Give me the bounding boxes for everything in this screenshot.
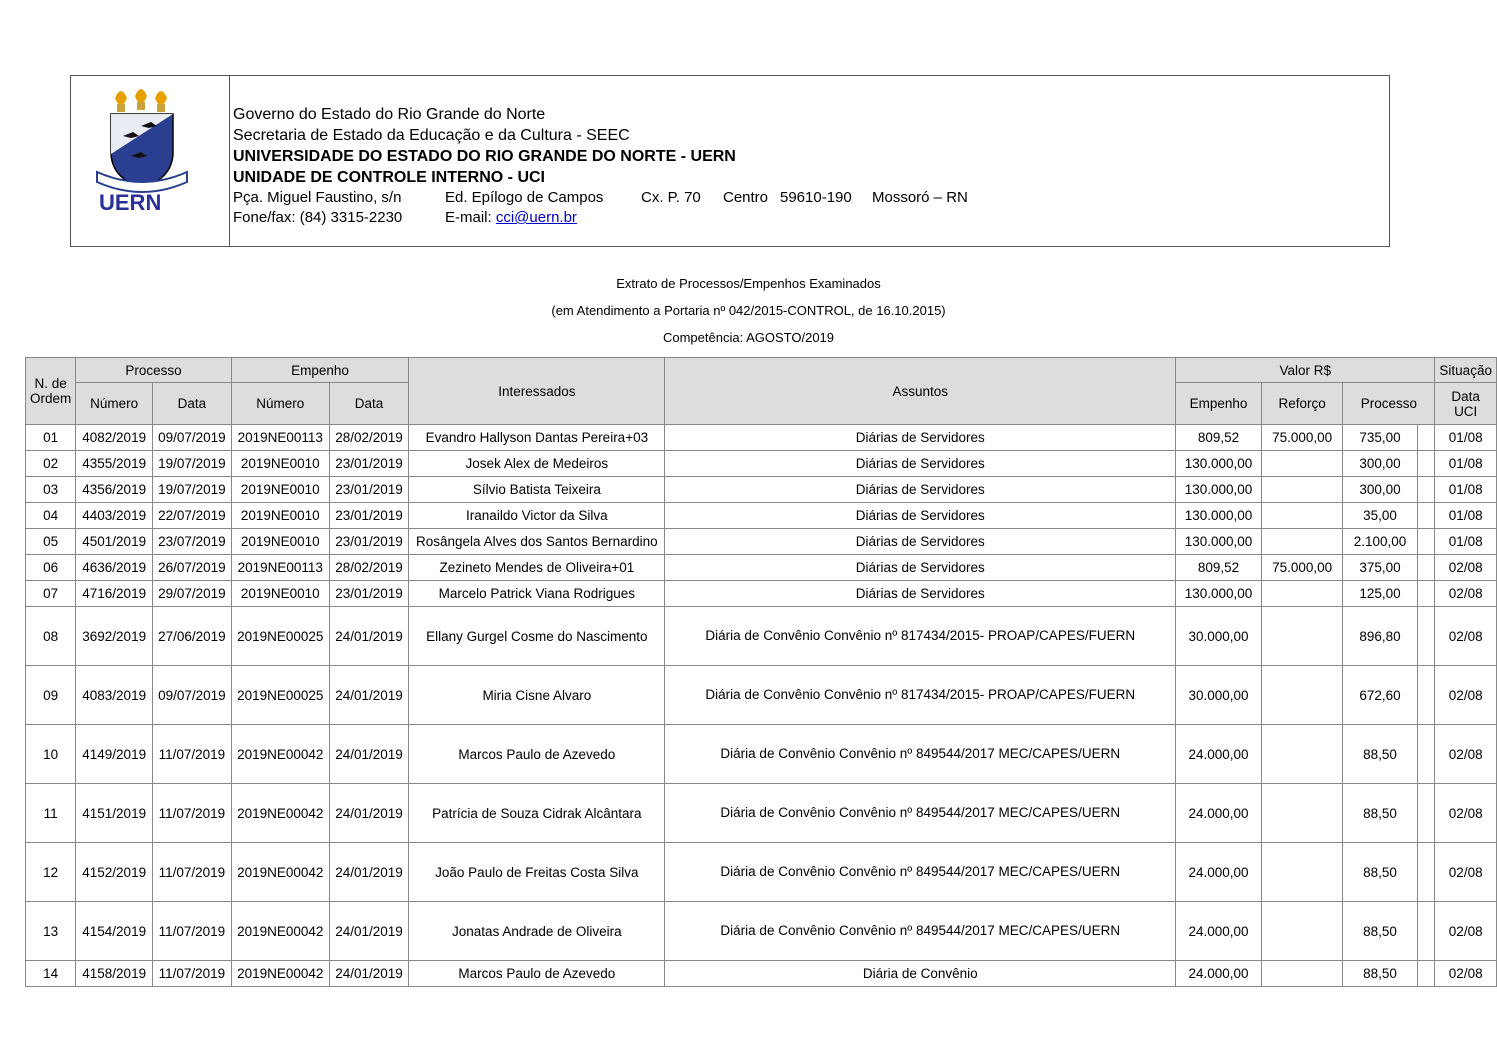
cell-interessados: Evandro Hallyson Dantas Pereira+03 — [409, 425, 665, 451]
process-table — [25, 357, 1497, 987]
cell-empenho-numero: 2019NE0010 — [231, 503, 329, 529]
table-row — [26, 607, 1497, 666]
col-group-valor: Valor R$ — [1176, 358, 1435, 383]
col-valor-processo: Processo — [1343, 383, 1435, 425]
cell-interessados: Rosângela Alves dos Santos Bernardino — [409, 529, 665, 555]
cell-situacao-blank — [1417, 784, 1435, 843]
cell-valor-reforco — [1261, 725, 1342, 784]
cell-situacao-blank — [1417, 725, 1435, 784]
cell-valor-processo: 88,50 — [1343, 725, 1417, 784]
cell-processo-data: 19/07/2019 — [153, 451, 232, 477]
col-processo-numero: Número — [76, 383, 153, 425]
cell-valor-empenho: 30.000,00 — [1176, 666, 1262, 725]
col-group-empenho: Empenho — [231, 358, 409, 383]
document-subtitle: (em Atendimento a Portaria nº 042/2015-CONTROL, de 16.10.2015) — [551, 303, 946, 318]
cell-valor-processo: 896,80 — [1343, 607, 1417, 666]
cell-data-uci: 02/08 — [1435, 784, 1497, 843]
institution-info — [233, 104, 968, 228]
cell-processo-data: 22/07/2019 — [153, 503, 232, 529]
cell-valor-reforco — [1261, 451, 1342, 477]
cell-interessados: Josek Alex de Medeiros — [409, 451, 665, 477]
letterhead — [70, 75, 1390, 247]
competence-line: Competência: AGOSTO/2019 — [662, 330, 835, 345]
cell-ordem: 08 — [26, 607, 76, 666]
cell-ordem: 14 — [26, 961, 76, 987]
cell-processo-numero: 4082/2019 — [76, 425, 153, 451]
government-line: Governo do Estado do Rio Grande do Norte — [233, 106, 546, 123]
cell-valor-empenho: 24.000,00 — [1176, 725, 1262, 784]
cell-valor-reforco — [1261, 902, 1342, 961]
cell-valor-reforco — [1261, 503, 1342, 529]
cell-processo-numero: 4151/2019 — [76, 784, 153, 843]
cell-interessados: João Paulo de Freitas Costa Silva — [409, 843, 665, 902]
cell-processo-data: 11/07/2019 — [153, 961, 232, 987]
cell-data-uci: 02/08 — [1435, 581, 1497, 607]
cell-empenho-numero: 2019NE00042 — [231, 725, 329, 784]
table-row — [26, 725, 1497, 784]
cell-assuntos: Diária de Convênio Convênio nº 849544/2017 MEC/CAPES/UERN — [665, 725, 1176, 784]
table-row — [26, 784, 1497, 843]
unit-line: UNIDADE DE CONTROLE INTERNO - UCI — [233, 169, 545, 186]
table-row — [26, 843, 1497, 902]
cell-empenho-data: 23/01/2019 — [329, 529, 409, 555]
cell-valor-processo: 35,00 — [1343, 503, 1417, 529]
cell-valor-empenho: 130.000,00 — [1176, 477, 1262, 503]
cell-situacao-blank — [1417, 555, 1435, 581]
cell-valor-empenho: 24.000,00 — [1176, 961, 1262, 987]
cell-processo-data: 11/07/2019 — [153, 784, 232, 843]
cell-interessados: Marcelo Patrick Viana Rodrigues — [409, 581, 665, 607]
cell-interessados: Marcos Paulo de Azevedo — [409, 961, 665, 987]
col-group-situacao: Situação — [1435, 358, 1497, 383]
col-empenho-data: Data — [329, 383, 409, 425]
cell-valor-reforco — [1261, 961, 1342, 987]
cell-valor-processo: 672,60 — [1343, 666, 1417, 725]
cell-valor-processo: 2.100,00 — [1343, 529, 1417, 555]
cell-processo-numero: 4356/2019 — [76, 477, 153, 503]
cell-valor-empenho: 130.000,00 — [1176, 581, 1262, 607]
cell-valor-empenho: 809,52 — [1176, 425, 1262, 451]
cell-assuntos: Diárias de Servidores — [665, 555, 1176, 581]
cell-interessados: Zezineto Mendes de Oliveira+01 — [409, 555, 665, 581]
cell-empenho-data: 24/01/2019 — [329, 725, 409, 784]
cell-valor-processo: 735,00 — [1343, 425, 1417, 451]
table-row — [26, 666, 1497, 725]
table-row — [26, 902, 1497, 961]
table-row — [26, 425, 1497, 451]
cell-empenho-numero: 2019NE0010 — [231, 529, 329, 555]
street: Pça. Miguel Faustino, s/n — [233, 189, 402, 206]
cell-ordem: 07 — [26, 581, 76, 607]
cell-empenho-data: 24/01/2019 — [329, 607, 409, 666]
cell-assuntos: Diária de Convênio Convênio nº 849544/2017 MEC/CAPES/UERN — [665, 902, 1176, 961]
cell-situacao-blank — [1417, 961, 1435, 987]
cell-ordem: 10 — [26, 725, 76, 784]
cell-interessados: Marcos Paulo de Azevedo — [409, 725, 665, 784]
cell-assuntos: Diárias de Servidores — [665, 425, 1176, 451]
cell-processo-data: 09/07/2019 — [153, 425, 232, 451]
cell-situacao-blank — [1417, 425, 1435, 451]
table-row — [26, 555, 1497, 581]
cell-empenho-data: 23/01/2019 — [329, 503, 409, 529]
cell-processo-data: 11/07/2019 — [153, 725, 232, 784]
cell-data-uci: 02/08 — [1435, 666, 1497, 725]
cell-processo-numero: 4083/2019 — [76, 666, 153, 725]
cell-interessados: Patrícia de Souza Cidrak Alcântara — [409, 784, 665, 843]
cell-empenho-data: 28/02/2019 — [329, 425, 409, 451]
cell-interessados: Jonatas Andrade de Oliveira — [409, 902, 665, 961]
cell-valor-reforco — [1261, 843, 1342, 902]
cell-assuntos: Diárias de Servidores — [665, 477, 1176, 503]
table-row — [26, 529, 1497, 555]
cell-empenho-data: 23/01/2019 — [329, 451, 409, 477]
cell-assuntos: Diária de Convênio Convênio nº 817434/2015- PROAP/CAPES/FUERN — [665, 666, 1176, 725]
cell-valor-empenho: 30.000,00 — [1176, 607, 1262, 666]
col-empenho-numero: Número — [231, 383, 329, 425]
cell-interessados: Ellany Gurgel Cosme do Nascimento — [409, 607, 665, 666]
document-title: Extrato de Processos/Empenhos Examinados — [616, 276, 881, 291]
cell-empenho-numero: 2019NE0010 — [231, 477, 329, 503]
cell-empenho-numero: 2019NE00042 — [231, 843, 329, 902]
po-box: Cx. P. 70 — [641, 189, 701, 206]
table-row — [26, 503, 1497, 529]
cell-processo-data: 19/07/2019 — [153, 477, 232, 503]
cell-data-uci: 01/08 — [1435, 529, 1497, 555]
cell-situacao-blank — [1417, 843, 1435, 902]
cell-situacao-blank — [1417, 581, 1435, 607]
cell-data-uci: 02/08 — [1435, 725, 1497, 784]
cell-empenho-numero: 2019NE00113 — [231, 425, 329, 451]
cell-situacao-blank — [1417, 477, 1435, 503]
cell-valor-reforco — [1261, 529, 1342, 555]
cell-situacao-blank — [1417, 666, 1435, 725]
cell-processo-numero: 4355/2019 — [76, 451, 153, 477]
cell-data-uci: 01/08 — [1435, 425, 1497, 451]
col-valor-empenho: Empenho — [1176, 383, 1262, 425]
cell-situacao-blank — [1417, 902, 1435, 961]
cell-processo-numero: 4158/2019 — [76, 961, 153, 987]
cell-ordem: 09 — [26, 666, 76, 725]
cell-valor-processo: 125,00 — [1343, 581, 1417, 607]
cell-situacao-blank — [1417, 451, 1435, 477]
cell-empenho-numero: 2019NE0010 — [231, 451, 329, 477]
cell-valor-reforco: 75.000,00 — [1261, 555, 1342, 581]
cell-valor-empenho: 24.000,00 — [1176, 784, 1262, 843]
cell-empenho-numero: 2019NE00042 — [231, 961, 329, 987]
address-line — [233, 188, 968, 208]
cell-ordem: 13 — [26, 902, 76, 961]
cell-empenho-numero: 2019NE00113 — [231, 555, 329, 581]
cell-assuntos: Diárias de Servidores — [665, 503, 1176, 529]
cell-valor-processo: 88,50 — [1343, 902, 1417, 961]
cell-processo-numero: 4149/2019 — [76, 725, 153, 784]
cell-valor-empenho: 24.000,00 — [1176, 843, 1262, 902]
cell-empenho-data: 24/01/2019 — [329, 902, 409, 961]
cell-assuntos: Diárias de Servidores — [665, 581, 1176, 607]
uern-logo — [71, 76, 229, 246]
cell-processo-data: 23/07/2019 — [153, 529, 232, 555]
cell-valor-processo: 375,00 — [1343, 555, 1417, 581]
university-line: UNIVERSIDADE DO ESTADO DO RIO GRANDE DO NORTE - UERN — [233, 148, 736, 165]
cell-ordem: 04 — [26, 503, 76, 529]
cell-ordem: 03 — [26, 477, 76, 503]
cell-assuntos: Diária de Convênio Convênio nº 849544/2017 MEC/CAPES/UERN — [665, 784, 1176, 843]
cell-situacao-blank — [1417, 529, 1435, 555]
cell-assuntos: Diárias de Servidores — [665, 451, 1176, 477]
cell-data-uci: 02/08 — [1435, 555, 1497, 581]
cell-situacao-blank — [1417, 607, 1435, 666]
cell-processo-numero: 4636/2019 — [76, 555, 153, 581]
cell-valor-empenho: 130.000,00 — [1176, 503, 1262, 529]
cell-assuntos: Diária de Convênio — [665, 961, 1176, 987]
cell-processo-numero: 4154/2019 — [76, 902, 153, 961]
cell-assuntos: Diárias de Servidores — [665, 529, 1176, 555]
district: Centro — [723, 189, 769, 206]
cell-valor-empenho: 809,52 — [1176, 555, 1262, 581]
cell-processo-numero: 4716/2019 — [76, 581, 153, 607]
cell-valor-reforco — [1261, 666, 1342, 725]
cell-ordem: 12 — [26, 843, 76, 902]
cell-data-uci: 01/08 — [1435, 477, 1497, 503]
cell-valor-processo: 88,50 — [1343, 961, 1417, 987]
secretariat-line: Secretaria de Estado da Educação e da Cultura - SEEC — [233, 127, 630, 144]
cell-processo-data: 11/07/2019 — [153, 902, 232, 961]
cell-processo-data: 26/07/2019 — [153, 555, 232, 581]
cell-ordem: 06 — [26, 555, 76, 581]
col-ordem: N. de Ordem — [26, 358, 76, 425]
cell-processo-data: 11/07/2019 — [153, 843, 232, 902]
cell-valor-processo: 300,00 — [1343, 451, 1417, 477]
logo-cell — [71, 76, 230, 246]
cell-interessados: Sílvio Batista Teixeira — [409, 477, 665, 503]
phone: Fone/fax: (84) 3315-2230 — [233, 209, 403, 226]
cell-empenho-data: 24/01/2019 — [329, 666, 409, 725]
table-row — [26, 477, 1497, 503]
cell-valor-empenho: 130.000,00 — [1176, 451, 1262, 477]
cell-ordem: 01 — [26, 425, 76, 451]
table-row — [26, 961, 1497, 987]
cell-data-uci: 02/08 — [1435, 607, 1497, 666]
cell-valor-reforco — [1261, 784, 1342, 843]
cell-empenho-numero: 2019NE00042 — [231, 902, 329, 961]
contact-line — [233, 208, 968, 228]
cell-valor-processo: 300,00 — [1343, 477, 1417, 503]
email-label: E-mail: — [445, 209, 496, 226]
cell-valor-reforco — [1261, 607, 1342, 666]
cell-valor-reforco: 75.000,00 — [1261, 425, 1342, 451]
cell-valor-empenho: 24.000,00 — [1176, 902, 1262, 961]
cell-valor-processo: 88,50 — [1343, 784, 1417, 843]
cell-empenho-data: 28/02/2019 — [329, 555, 409, 581]
cell-valor-reforco — [1261, 581, 1342, 607]
cell-valor-processo: 88,50 — [1343, 843, 1417, 902]
col-group-processo: Processo — [76, 358, 231, 383]
cell-situacao-blank — [1417, 503, 1435, 529]
cell-empenho-data: 24/01/2019 — [329, 961, 409, 987]
cell-assuntos: Diária de Convênio Convênio nº 849544/2017 MEC/CAPES/UERN — [665, 843, 1176, 902]
email-link[interactable]: cci@uern.br — [495, 209, 577, 226]
cell-data-uci: 02/08 — [1435, 843, 1497, 902]
building: Ed. Epílogo de Campos — [445, 189, 604, 206]
cell-data-uci: 02/08 — [1435, 902, 1497, 961]
cell-processo-numero: 4501/2019 — [76, 529, 153, 555]
cell-empenho-numero: 2019NE00042 — [231, 784, 329, 843]
cell-interessados: Iranaildo Victor da Silva — [409, 503, 665, 529]
cell-processo-data: 09/07/2019 — [153, 666, 232, 725]
cell-empenho-numero: 2019NE0010 — [231, 581, 329, 607]
cell-data-uci: 01/08 — [1435, 503, 1497, 529]
col-data-uci: Data UCI — [1435, 383, 1497, 425]
col-interessados: Interessados — [409, 358, 665, 425]
cell-ordem: 05 — [26, 529, 76, 555]
cell-valor-empenho: 130.000,00 — [1176, 529, 1262, 555]
cell-interessados: Miria Cisne Alvaro — [409, 666, 665, 725]
col-assuntos: Assuntos — [665, 358, 1176, 425]
cell-processo-numero: 3692/2019 — [76, 607, 153, 666]
cell-empenho-data: 23/01/2019 — [329, 581, 409, 607]
col-valor-reforco: Reforço — [1261, 383, 1342, 425]
cell-empenho-numero: 2019NE00025 — [231, 666, 329, 725]
cell-processo-numero: 4152/2019 — [76, 843, 153, 902]
cell-processo-numero: 4403/2019 — [76, 503, 153, 529]
cell-empenho-data: 23/01/2019 — [329, 477, 409, 503]
cell-valor-reforco — [1261, 477, 1342, 503]
cell-ordem: 02 — [26, 451, 76, 477]
col-processo-data: Data — [153, 383, 232, 425]
cell-data-uci: 01/08 — [1435, 451, 1497, 477]
cell-processo-data: 27/06/2019 — [153, 607, 232, 666]
cell-empenho-data: 24/01/2019 — [329, 784, 409, 843]
table-row — [26, 581, 1497, 607]
cell-ordem: 11 — [26, 784, 76, 843]
city: Mossoró – RN — [872, 189, 968, 206]
logo-wordmark: UERN — [99, 190, 162, 215]
cell-assuntos: Diária de Convênio Convênio nº 817434/2015- PROAP/CAPES/FUERN — [665, 607, 1176, 666]
table-row — [26, 451, 1497, 477]
cell-empenho-numero: 2019NE00025 — [231, 607, 329, 666]
cell-data-uci: 02/08 — [1435, 961, 1497, 987]
cell-processo-data: 29/07/2019 — [153, 581, 232, 607]
cell-empenho-data: 24/01/2019 — [329, 843, 409, 902]
zip-code: 59610-190 — [780, 189, 852, 206]
